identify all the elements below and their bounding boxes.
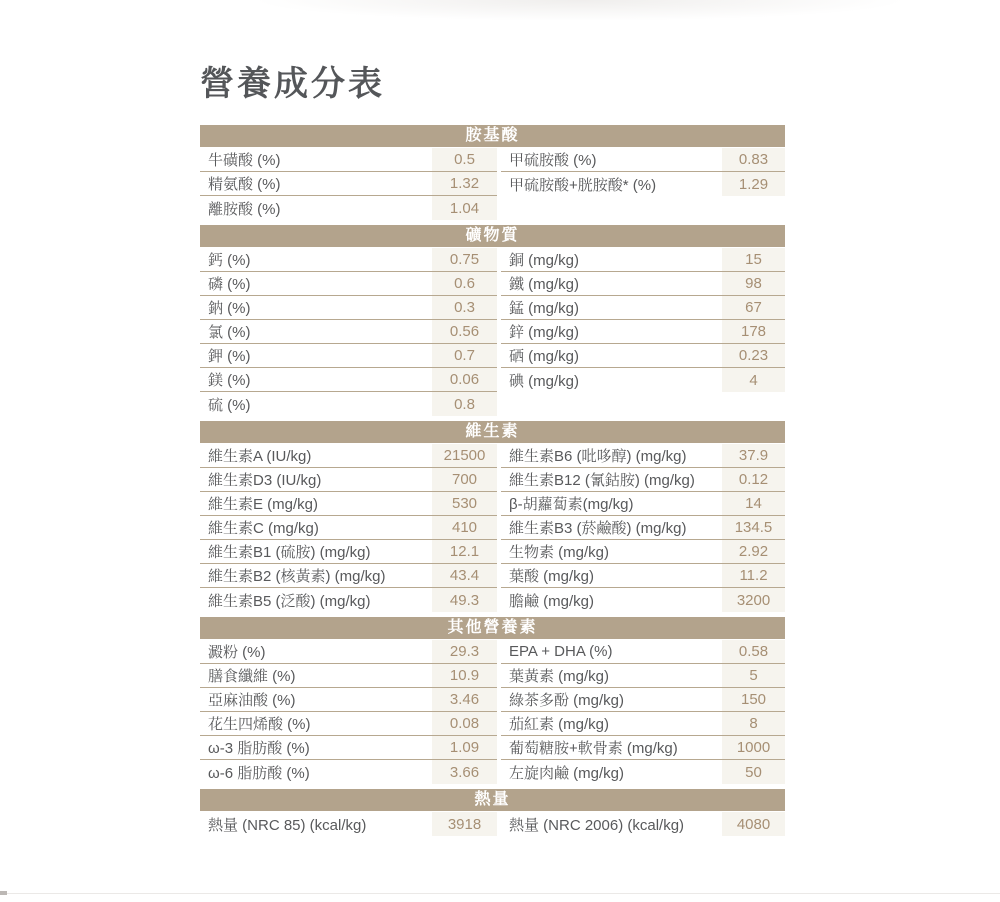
- table-row: [501, 736, 785, 760]
- right-column: [501, 640, 785, 784]
- row-label: 鉀 (%): [208, 348, 251, 365]
- row-value: 15: [722, 248, 785, 271]
- right-column: [501, 148, 785, 196]
- table-row: [200, 588, 497, 612]
- row-value: 0.58: [722, 640, 785, 663]
- row-value: 150: [722, 688, 785, 711]
- table-row: [200, 344, 497, 368]
- row-value: 0.56: [432, 320, 497, 343]
- left-column: [200, 444, 497, 612]
- row-value: 0.6: [432, 272, 497, 295]
- top-shadow-decoration: [185, 0, 975, 28]
- row-value: 10.9: [432, 664, 497, 687]
- table-row: [200, 492, 497, 516]
- left-column: [200, 812, 497, 836]
- row-value: 49.3: [432, 588, 497, 612]
- row-value: 0.12: [722, 468, 785, 491]
- row-value: 3.46: [432, 688, 497, 711]
- page-divider: [0, 893, 1000, 894]
- table-row: [200, 688, 497, 712]
- section-header: 其他營養素: [200, 617, 785, 639]
- table-row: [200, 760, 497, 784]
- row-value: 0.23: [722, 344, 785, 367]
- row-label: 鈉 (%): [208, 300, 251, 317]
- section-header: 胺基酸: [200, 125, 785, 147]
- page-title: 營養成分表: [200, 65, 385, 103]
- section-vitamins: [200, 421, 785, 612]
- row-value: 50: [722, 760, 785, 784]
- table-row: [501, 172, 785, 196]
- table-row: [200, 712, 497, 736]
- row-value: 4080: [722, 812, 785, 836]
- row-value: 37.9: [722, 444, 785, 467]
- row-value: 8: [722, 712, 785, 735]
- section-other-nutrients: [200, 617, 785, 784]
- row-value: 0.83: [722, 148, 785, 171]
- table-row: [501, 664, 785, 688]
- row-value: 134.5: [722, 516, 785, 539]
- row-label: 綠茶多酚 (mg/kg): [509, 692, 625, 709]
- row-value: 0.75: [432, 248, 497, 271]
- row-label: 維生素A (IU/kg): [208, 448, 312, 465]
- table-row: [501, 760, 785, 784]
- table-row: [200, 248, 497, 272]
- row-value: 0.5: [432, 148, 497, 171]
- row-value: 11.2: [722, 564, 785, 587]
- row-value: 12.1: [432, 540, 497, 563]
- row-label: 葉黃素 (mg/kg): [509, 668, 610, 685]
- right-column: [501, 248, 785, 392]
- row-value: 29.3: [432, 640, 497, 663]
- table-row: [200, 368, 497, 392]
- table-row: [501, 272, 785, 296]
- row-value: 1000: [722, 736, 785, 759]
- table-row: [501, 148, 785, 172]
- row-label: 茄紅素 (mg/kg): [509, 716, 610, 733]
- table-row: [501, 812, 785, 836]
- row-label: 維生素E (mg/kg): [208, 496, 319, 513]
- left-column: [200, 248, 497, 416]
- row-label: 熱量 (NRC 85) (kcal/kg): [208, 816, 367, 834]
- row-label: 甲硫胺酸 (%): [509, 152, 597, 169]
- table-row: [200, 516, 497, 540]
- table-row: [200, 736, 497, 760]
- row-label: 鐵 (mg/kg): [509, 276, 580, 293]
- page-divider-tick: [0, 891, 7, 895]
- table-row: [501, 564, 785, 588]
- row-label: 硒 (mg/kg): [509, 348, 580, 365]
- section-header: 熱量: [200, 789, 785, 811]
- row-label: ω-6 脂肪酸 (%): [208, 764, 310, 782]
- row-label: 硫 (%): [208, 396, 251, 414]
- table-row: [501, 248, 785, 272]
- row-label: 膽鹼 (mg/kg): [509, 592, 595, 610]
- left-column: [200, 148, 497, 220]
- row-label: 左旋肉鹼 (mg/kg): [509, 764, 625, 782]
- table-row: [200, 540, 497, 564]
- table-row: [200, 320, 497, 344]
- table-row: [200, 640, 497, 664]
- table-row: [501, 296, 785, 320]
- row-label: 維生素B6 (吡哆醇) (mg/kg): [509, 448, 687, 465]
- row-label: 澱粉 (%): [208, 644, 266, 661]
- row-label: 維生素D3 (IU/kg): [208, 472, 322, 489]
- section-body: [200, 443, 785, 612]
- section-minerals: [200, 225, 785, 416]
- row-value: 21500: [432, 444, 497, 467]
- row-label: 生物素 (mg/kg): [509, 544, 610, 561]
- table-row: [501, 444, 785, 468]
- row-value: 1.09: [432, 736, 497, 759]
- row-label: 銅 (mg/kg): [509, 252, 580, 269]
- row-label: 錳 (mg/kg): [509, 300, 580, 317]
- row-label: 碘 (mg/kg): [509, 372, 580, 390]
- table-row: [501, 492, 785, 516]
- table-row: [501, 320, 785, 344]
- row-label: 磷 (%): [208, 276, 251, 293]
- section-header: 礦物質: [200, 225, 785, 247]
- row-value: 67: [722, 296, 785, 319]
- row-value: 43.4: [432, 564, 497, 587]
- table-row: [501, 688, 785, 712]
- row-label: 氯 (%): [208, 324, 251, 341]
- right-column: [501, 812, 785, 836]
- row-value: 0.7: [432, 344, 497, 367]
- table-row: [200, 172, 497, 196]
- row-value: 0.06: [432, 368, 497, 391]
- section-body: [200, 247, 785, 416]
- row-label: 維生素B3 (菸鹼酸) (mg/kg): [509, 520, 687, 537]
- row-label: 鋅 (mg/kg): [509, 324, 580, 341]
- section-energy: [200, 789, 785, 836]
- table-row: [200, 272, 497, 296]
- row-value: 0.08: [432, 712, 497, 735]
- table-row: [501, 540, 785, 564]
- row-label: 維生素B1 (硫胺) (mg/kg): [208, 544, 371, 561]
- table-row: [501, 712, 785, 736]
- table-row: [501, 368, 785, 392]
- row-label: 牛磺酸 (%): [208, 152, 281, 169]
- row-label: 熱量 (NRC 2006) (kcal/kg): [509, 816, 685, 834]
- table-row: [501, 516, 785, 540]
- table-row: [200, 148, 497, 172]
- row-value: 3200: [722, 588, 785, 612]
- nutrition-table: [200, 125, 785, 841]
- table-row: [200, 296, 497, 320]
- table-row: [200, 564, 497, 588]
- row-label: 維生素B2 (核黃素) (mg/kg): [208, 568, 386, 585]
- row-label: ω-3 脂肪酸 (%): [208, 740, 310, 757]
- row-label: EPA + DHA (%): [509, 643, 613, 660]
- row-value: 0.8: [432, 392, 497, 416]
- row-value: 3918: [432, 812, 497, 836]
- right-column: [501, 444, 785, 612]
- row-value: 1.29: [722, 172, 785, 196]
- row-label: 鈣 (%): [208, 252, 251, 269]
- row-value: 2.92: [722, 540, 785, 563]
- table-row: [200, 392, 497, 416]
- left-column: [200, 640, 497, 784]
- row-value: 5: [722, 664, 785, 687]
- row-value: 3.66: [432, 760, 497, 784]
- row-label: 甲硫胺酸+胱胺酸* (%): [509, 176, 657, 194]
- row-value: 1.32: [432, 172, 497, 195]
- row-value: 98: [722, 272, 785, 295]
- row-value: 4: [722, 368, 785, 392]
- table-row: [501, 468, 785, 492]
- table-row: [200, 444, 497, 468]
- row-label: 葡萄糖胺+軟骨素 (mg/kg): [509, 740, 678, 757]
- row-label: 花生四烯酸 (%): [208, 716, 311, 733]
- table-row: [501, 344, 785, 368]
- row-label: 維生素C (mg/kg): [208, 520, 319, 537]
- table-row: [200, 468, 497, 492]
- row-value: 178: [722, 320, 785, 343]
- row-label: 葉酸 (mg/kg): [509, 568, 595, 585]
- section-body: [200, 147, 785, 220]
- row-label: β-胡蘿蔔素(mg/kg): [509, 496, 634, 513]
- section-header: 維生素: [200, 421, 785, 443]
- row-label: 精氨酸 (%): [208, 176, 281, 193]
- table-row: [200, 812, 497, 836]
- table-row: [501, 588, 785, 612]
- table-row: [200, 196, 497, 220]
- row-label: 維生素B5 (泛酸) (mg/kg): [208, 592, 371, 610]
- row-value: 14: [722, 492, 785, 515]
- row-label: 維生素B12 (氰鈷胺) (mg/kg): [509, 472, 695, 489]
- row-label: 離胺酸 (%): [208, 200, 281, 218]
- section-amino-acids: [200, 125, 785, 220]
- row-label: 膳食纖維 (%): [208, 668, 296, 685]
- table-row: [200, 664, 497, 688]
- section-body: [200, 811, 785, 836]
- row-value: 700: [432, 468, 497, 491]
- row-value: 530: [432, 492, 497, 515]
- row-value: 1.04: [432, 196, 497, 220]
- table-row: [501, 640, 785, 664]
- section-body: [200, 639, 785, 784]
- row-value: 410: [432, 516, 497, 539]
- row-label: 鎂 (%): [208, 372, 251, 389]
- row-value: 0.3: [432, 296, 497, 319]
- row-label: 亞麻油酸 (%): [208, 692, 296, 709]
